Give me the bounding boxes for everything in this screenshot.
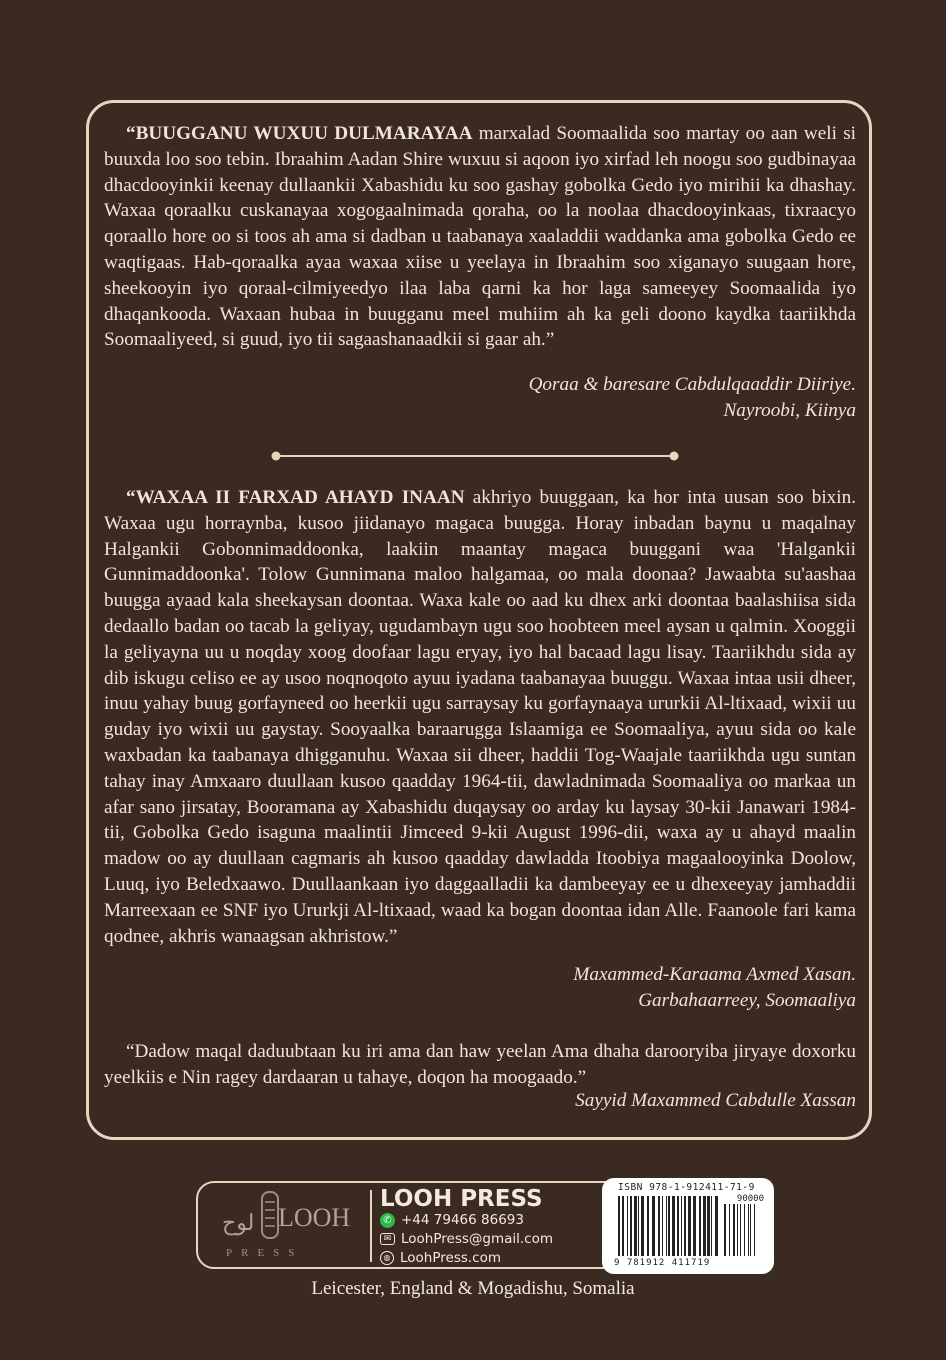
ornament-divider (270, 450, 680, 462)
publisher-location: Leicester, England & Mogadishu, Somalia (311, 1278, 635, 1299)
contact-phone (380, 1212, 524, 1228)
quote-3-author: Sayyid Maxammed Cabdulle Xassan (575, 1090, 856, 1111)
isbn-barcode (602, 1178, 774, 1274)
email-text: LoohPress@gmail.com (401, 1231, 554, 1247)
logo-text: LOOH (278, 1203, 351, 1232)
barcode-digits: 9 781912 411719 (614, 1258, 711, 1268)
mail-icon: ✉ (380, 1233, 395, 1245)
publisher-separator (370, 1190, 372, 1262)
quote-3 (104, 1039, 856, 1091)
barcode-addon: 90000 (736, 1194, 764, 1204)
quote-3-body: “Dadow maqal daduubtaan ku iri ama dan haw yeelan Ama dhaha darooryiba jiryaye doxorku yeelkiis e Nin ragey dardaaran u tahaye, doqon ha moogaado.” (104, 1041, 856, 1088)
quote-1-lead: “BUUGGANU WUXUU DULMARAYAA (126, 123, 473, 144)
publisher-name: LOOH PRESS (380, 1186, 543, 1212)
looh-press-logo (204, 1186, 364, 1264)
globe-icon: ◍ (380, 1251, 394, 1265)
whatsapp-icon: ✆ (380, 1213, 395, 1228)
quote-1 (104, 121, 856, 353)
contact-web (380, 1250, 501, 1266)
logo-arabic: لوح (222, 1211, 255, 1236)
quote-1-author: Qoraa & baresare Cabdulqaaddir Diiriye. (528, 374, 856, 395)
isbn-text: ISBN 978-1-912411-71-9 (618, 1182, 755, 1193)
quote-2-lead: “WAXAA II FARXAD AHAYD INAAN (126, 487, 465, 508)
logo-sub: PRESS (226, 1247, 304, 1259)
contact-email (380, 1231, 553, 1247)
phone-text: +44 79466 86693 (401, 1212, 524, 1228)
quote-2 (104, 485, 856, 949)
quote-2-body: akhriyo buuggaan, ka hor inta uusan soo bixin. Waxaa ugu horraynba, kusoo jiidanayo magaca buugga. Horay inbadan baynu u maqalnay Halgankii Gobonnimaddoonka, laakiin maantay magaca buuggani waa 'Halgankii Gunnimaddoonka'. Tolow Gunnimana maloo halgamaa, oo mala doonaa? Jawaabta su'aashaa buugga ayaad kala sheekaysan doontaa. Waxa kale oo aad ku dhex arki doontaa baalashiisa sida dedaallo badan oo tacab la geliyay, ugudambayn ugu soo hoobteen meel aysan u qalmin. Xooggii la geliyayna uu u noqday xoog doofaar lagu eryay, iyo hal bacaad lagu lisay. Taariikhdu sida ay dib iskugu celiso ee ay usoo noqnoqoto ayuu iyadana taabanayaa buuggu. Waxaa intaa usii dheer, inuu yahay buug gorfayneed oo heerkii ugu sarraysay ku gorfaynaaya ururkii Al-ltixaad, wixii uu guday iyo wixii uu gaystay. Sooyaalka baraarugga Islaamiga ee Soomaaliya, ayuu sida oo kale waxbadan ka taabanaya dhigganuhu. Waxaa sii dheer, haddii Tog-Waajale taariikhda ugu suntan tahay inay Amxaaro duullaan kusoo qaadday 1964-tii, dawladnimada Soomaaliya oo markaa un afar sano jirsatay, Booramana ay Xabashidu duqaysay oo arday ku laysay 30-kii Janawari 1984-tii, Gobolka Gedo isaguna maalintii Jimceed 9-kii August 1996-dii, waxa ay u ahayd maalin madow oo ay duullaan cagmaris ah kusoo qaadday dawladda Itoobiya magaalooyinka Doolow, Luuq, iyo Beledxaawo. Duullaankaan iyo daggaalladii ka dambeeyay ee u dhexeeyay jamhaddii Marreexaan ee SNF iyo Ururkji Al-ltixaad, waad ka bogan doontaa idan Alle. Faanoole fari kama qodnee, akhris wanaagsan akhristow.” (104, 487, 856, 947)
quote-2-place: Garbahaarreey, Soomaaliya (638, 990, 856, 1011)
barcode-bars (616, 1196, 758, 1258)
quote-2-author: Maxammed-Karaama Axmed Xasan. (573, 964, 856, 985)
quote-1-place: Nayroobi, Kiinya (723, 400, 856, 421)
web-text: LoohPress.com (400, 1250, 502, 1266)
quote-1-body: marxalad Soomaalida soo martay oo aan weli si buuxda loo soo tebin. Ibraahim Aadan Shire wuxuu si aqoon iyo xirfad leh noogu soo gudbinayaa dhacdooyinkii keenay dullaankii Xabashidu ku soo gashay gobolka Gedo iyo mirihii ka dhashay. Waxaa qoraalku cuskanayaa xogogaalnimada qoraha, oo la noolaa dhacdooyinkaas, tixraacyo qoraallo hore oo si toos ah ama si dadban u taabanaya xaaladdii waddanka ama gobolka Gedo ee waqtigaas. Hab-qoraalka ayaa waxaa xiise u yeelaya in Ibraahim soo xiganayo suugaan hore, sheekooyin iyo qoraal-cilmiyeedyo ilaa laba qarni ka hor laga sameeyey Soomaalida iyo dhaqankooda. Waxaan hubaa in buugganu meel muhiim ah ka geli doono kaydka taariikhda Soomaaliyeed, si guud, iyo tii sagaashanaadkii si gaar ah.” (104, 123, 856, 351)
